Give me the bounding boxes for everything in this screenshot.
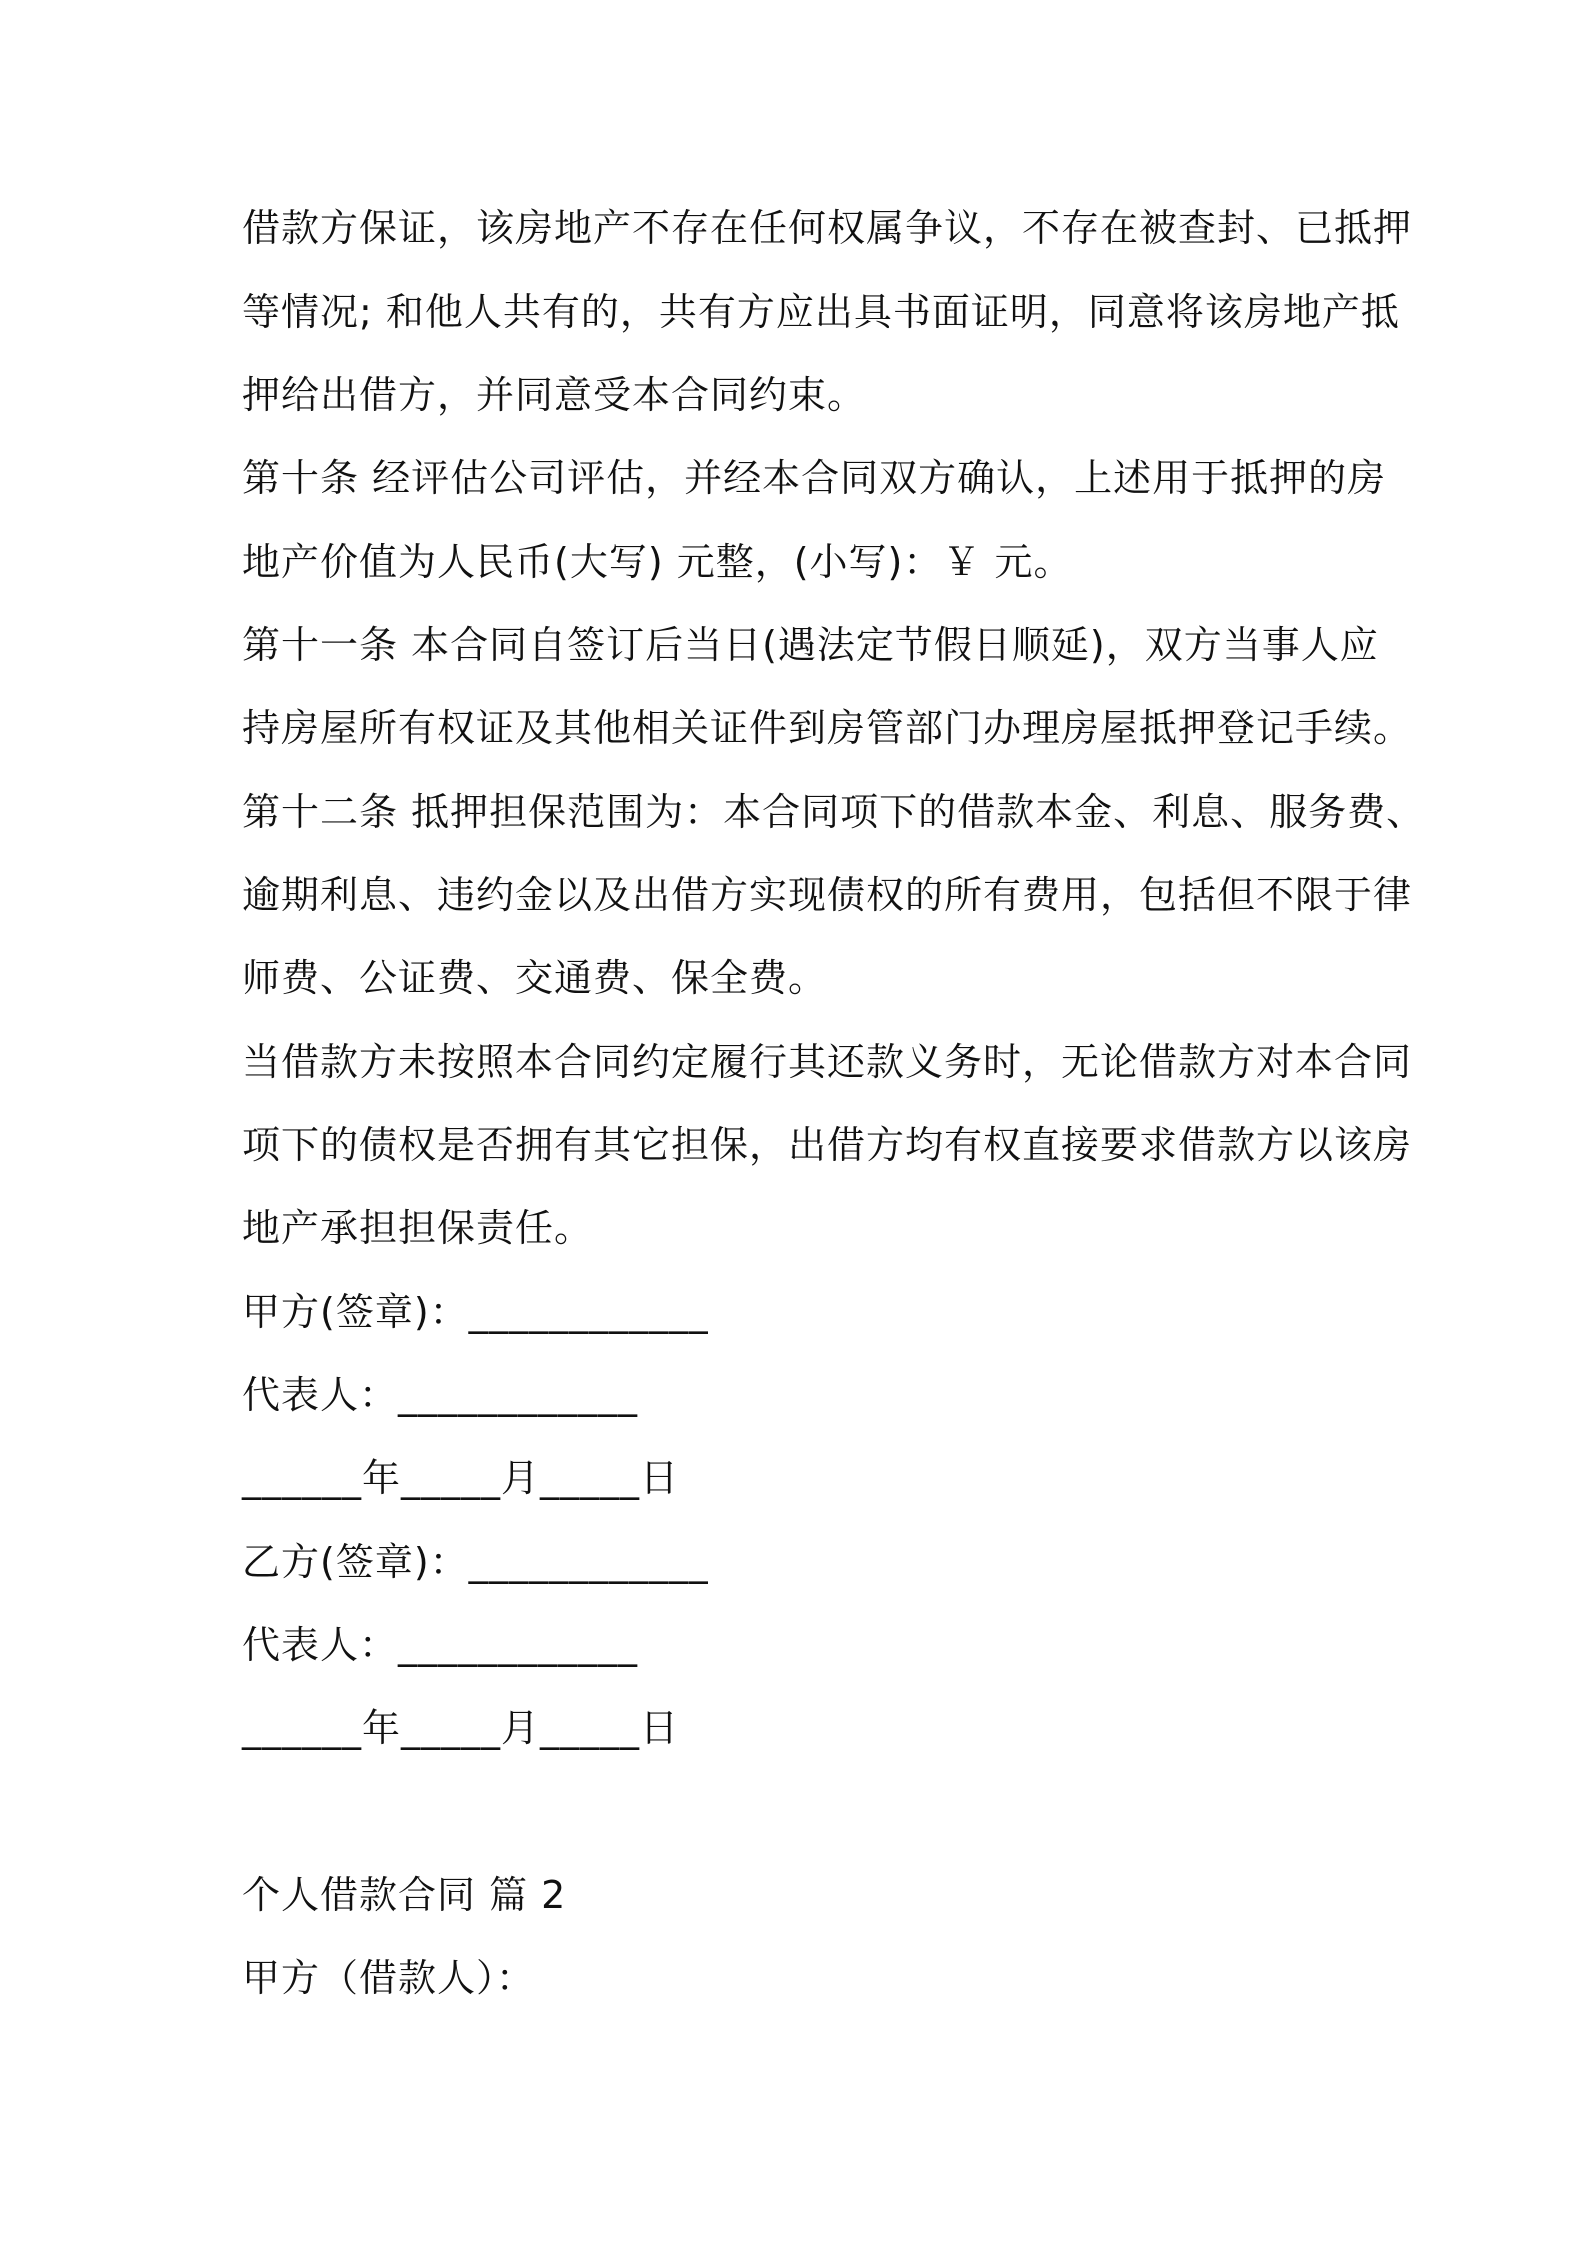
party-b-representative: 代表人：____________ <box>242 1623 639 1667</box>
text-line: 项下的债权是否拥有其它担保，出借方均有权直接要求借款方以该房 <box>242 1123 1413 1167</box>
text-line: 当借款方未按照本合同约定履行其还款义务时，无论借款方对本合同 <box>242 1040 1413 1084</box>
text-line: 逾期利息、违约金以及出借方实现债权的所有费用，包括但不限于律 <box>242 873 1413 917</box>
party-a-borrower-label: 甲方（借款人）： <box>242 1956 536 2000</box>
party-b-signature: 乙方(签章)：____________ <box>242 1540 709 1584</box>
party-a-date: ______年_____月_____日 <box>242 1456 680 1500</box>
text-line: 地产价值为人民币(大写) 元整，(小写)：￥ 元。 <box>242 540 1073 584</box>
text-line: 师费、公证费、交通费、保全费。 <box>242 956 828 1000</box>
section-title: 个人借款合同 篇 2 <box>242 1873 567 1917</box>
text-line: 押给出借方，并同意受本合同约束。 <box>242 373 867 417</box>
text-line: 等情况; 和他人共有的，共有方应出具书面证明，同意将该房地产抵 <box>242 290 1400 334</box>
clause-11-heading: 第十一条 本合同自签订后当日(遇法定节假日顺延)，双方当事人应 <box>242 623 1379 667</box>
party-a-representative: 代表人：____________ <box>242 1373 639 1417</box>
text-line: 持房屋所有权证及其他相关证件到房管部门办理房屋抵押登记手续。 <box>242 706 1413 750</box>
party-a-signature: 甲方(签章)：____________ <box>242 1290 709 1334</box>
party-b-date: ______年_____月_____日 <box>242 1706 680 1750</box>
text-line: 地产承担担保责任。 <box>242 1206 594 1250</box>
text-line: 借款方保证，该房地产不存在任何权属争议，不存在被查封、已抵押 <box>242 206 1413 250</box>
clause-12-heading: 第十二条 抵押担保范围为：本合同项下的借款本金、利息、服务费、 <box>242 790 1426 834</box>
clause-10-heading: 第十条 经评估公司评估，并经本合同双方确认，上述用于抵押的房 <box>242 456 1387 500</box>
